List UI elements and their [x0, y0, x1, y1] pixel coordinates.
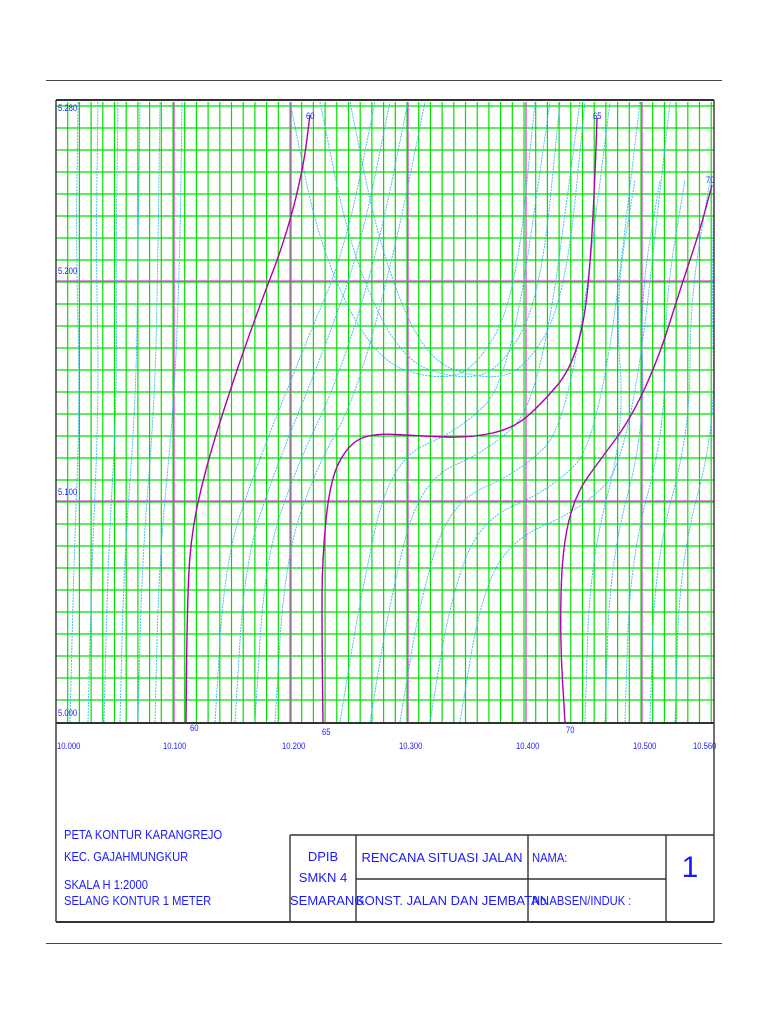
- minor-contour-line: [370, 102, 580, 722]
- subject-course: KONST. JALAN DAN JEMBATAN: [356, 893, 550, 908]
- student-absen-field: No.ABSEN/INDUK :: [532, 893, 632, 908]
- school-dept: DPIB: [307, 849, 339, 864]
- x-tick-label-10.400: 10.400: [516, 740, 540, 752]
- x-tick-label-10.000: 10.000: [57, 740, 81, 752]
- y-tick-label-5.200: 5.200: [58, 265, 78, 277]
- minor-contour-line: [235, 102, 390, 722]
- title-contour-interval: SELANG KONTUR 1 METER: [64, 893, 212, 908]
- y-tick-label-5.000: 5.000: [58, 707, 78, 719]
- x-tick-label-10.300: 10.300: [399, 740, 423, 752]
- minor-grid: [56, 102, 714, 722]
- minor-contour-line: [350, 102, 585, 377]
- contour-label-70-bottom: 70: [566, 724, 575, 736]
- contour-65-line: [322, 118, 597, 722]
- contour-label-70-top: 70: [706, 174, 715, 186]
- x-tick-label-10.500: 10.500: [633, 740, 657, 752]
- minor-contour-line: [155, 102, 182, 722]
- y-tick-label-5.100: 5.100: [58, 486, 78, 498]
- minor-contour-line: [104, 102, 118, 722]
- minor-contour-line: [650, 180, 710, 722]
- map-frame: [56, 100, 714, 922]
- minor-contour-line: [400, 102, 610, 722]
- title-district: KEC. GAJAHMUNGKUR: [64, 849, 189, 864]
- minor-contour-line: [460, 102, 670, 722]
- contour-label-65-top: 65: [593, 110, 602, 122]
- minor-contour-line: [275, 102, 425, 722]
- x-tick-label-10.200: 10.200: [282, 740, 306, 752]
- sheet-number: 1: [681, 851, 699, 884]
- student-name-field: NAMA:: [532, 850, 568, 865]
- minor-contour-line: [215, 102, 375, 722]
- x-tick-label-10.560: 10.560: [693, 740, 717, 752]
- minor-contour-line: [430, 102, 640, 722]
- contour-label-65-bottom: 65: [322, 726, 331, 738]
- title-map-name: PETA KONTUR KARANGREJO: [64, 827, 223, 842]
- title-scale: SKALA H 1:2000: [64, 877, 148, 892]
- contour-label-60-top: 60: [306, 110, 315, 122]
- minor-contour-line: [88, 102, 98, 722]
- minor-contour-line: [120, 102, 140, 722]
- y-tick-label-5.280: 5.280: [58, 102, 78, 114]
- contour-label-60-bottom: 60: [190, 722, 199, 734]
- minor-contour-line: [675, 180, 714, 722]
- x-tick-label-10.100: 10.100: [163, 740, 187, 752]
- minor-contour-line: [605, 180, 660, 722]
- index-contours: [186, 115, 712, 722]
- subject-title: RENCANA SITUASI JALAN: [361, 850, 523, 865]
- minor-contour-line: [70, 102, 79, 722]
- major-grid: [56, 102, 714, 722]
- school-name: SMKN 4: [298, 870, 348, 885]
- school-city: SEMARANG: [290, 893, 365, 908]
- minor-contour-line: [290, 102, 535, 377]
